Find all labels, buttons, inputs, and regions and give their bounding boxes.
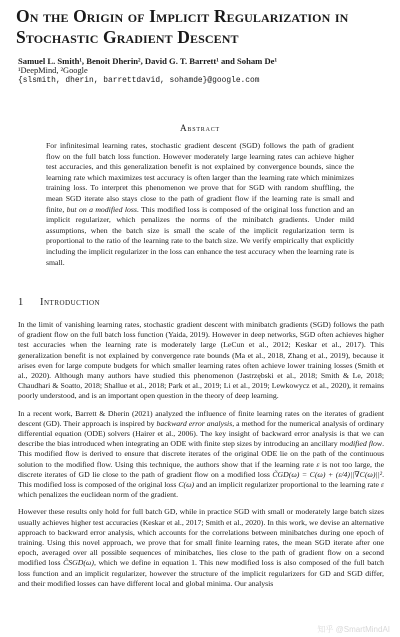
abstract-heading: Abstract [179, 123, 221, 133]
author-emails: {slsmith, dherin, barrettdavid, sohamde}@google.com [18, 76, 260, 85]
p3-text-2: , which we define in equation 1. This new modified loss is also composed of the full batch loss function and an implicit regularizer, however the structure of the implicit regularizers for GD and SGD differ, and their modified losses can have different local and global minima. Our analysis [18, 558, 384, 588]
abstract-text [46, 141, 354, 268]
p2-text-4: is not too large, the discrete iterates of GD lie close to the path of gradient flow on a modified loss [18, 459, 385, 479]
section-heading-introduction [18, 297, 100, 308]
p2-math-4: ε [380, 480, 384, 490]
p2-math-1: ε [316, 459, 320, 469]
introduction-body [18, 320, 384, 596]
author-list: Samuel L. Smith¹, Benoit Dherin², David G. T. Barrett¹ and Soham De¹ [18, 56, 278, 66]
abstract-emphasis: but on a modified loss [66, 204, 137, 214]
p2-text-6: and an implicit regularizer proportional to the learning rate [194, 480, 381, 490]
p2-text-2: , a method for the numerical analysis of ordinary differential equation (ODE) solvers (Hairer et al., 2006). The key insight of backward error analysis is that we can describe the bias introduced when integrating an ODE with finite step sizes by introducing an ancillary [18, 418, 384, 449]
p2-math-3: C(ω) [178, 480, 195, 490]
p2-emphasis-1: backward error analysis [156, 418, 233, 428]
intro-paragraph-2 [18, 409, 384, 501]
p3-text-1: However these results only hold for full batch GD, while in practice SGD with small or moderately large batch sizes usually achieves higher test accuracies (Keskar et al., 2017; Smith et al., 2020). In this work, we devise an alternative approach to backward error analysis, which accounts for the correlations between minibatches during one epoch of training. Using this novel approach, we prove that for small finite learning rates, the mean SGD iterate after one epoch, averaged over all possible sequences of minibatches, lies close to the path of gradient flow on a second modified loss [18, 507, 384, 568]
p3-math-1: C̃SGD(ω) [63, 558, 94, 568]
p2-emphasis-2: modified flow [339, 439, 383, 449]
p2-text-5: . This modified loss is composed of the original loss [18, 469, 385, 490]
p2-text-1: In a recent work, Barrett & Dherin (2021) analyzed the influence of finite learning rates on the iterates of gradient descent (GD). Their approach is inspired by [18, 408, 384, 428]
paper-title: On the Origin of Implicit Regularization in Stochastic Gradient Descent [16, 6, 349, 47]
intro-paragraph-1: In the limit of vanishing learning rates, stochastic gradient descent with minibatch gradients (SGD) follows the path of gradient flow on the full batch loss function (Yaida, 2019). However in deep networks, SGD often achieves higher test accuracies when the learning rate is moderately large (LeCun et al., 2012; Keskar et al., 2017). This generalization benefit is not explained by convergence rate bounds (Ma et al., 2018, Zhang et al., 2019), because it arises even for large compute budgets for which smaller learning rates often achieve lower training losses (Smith et al., 2020). Although many authors have studied this phenomenon (Jastrzębski et al., 2018; Smith & Le, 2018; Chaudhari & Soatto, 2018; Shallue et al., 2018; Park et al., 2019; Li et al., 2019; Lewkowycz et al., 2020), it remains poorly understood, and is an important open question in the theory of deep learning. [18, 320, 384, 401]
section-title: Introduction [40, 297, 101, 308]
p2-text-3: . This modified flow is derived to ensure that discrete iterates of the original ODE lie on the path of the continuous solution to the modified flow. Using this technique, the authors show that if the learning rate [18, 439, 384, 469]
abstract-part-2: . This modified loss is composed of the original loss function and an implicit regularizer, which penalizes the norms of the minibatch gradients. Under mild assumptions, when the batch size is small the scale of the implicit regularization term is proportional to the ratio of the learning rate to the batch size. We verify empirically that explicitly including the implicit regularizer in the loss can enhance the test accuracy when the learning rate is small. [46, 204, 354, 267]
p2-text-7: which penalizes the euclidean norm of the gradient. [18, 490, 179, 500]
intro-paragraph-3 [18, 507, 384, 589]
watermark-text: 知乎 @SmartMindAI [317, 625, 390, 634]
affiliations: ¹DeepMind, ²Google [18, 66, 88, 75]
section-number: 1 [18, 297, 24, 308]
p2-math-2: C̃GD(ω) = C(ω) + (ε/4)||∇C(ω)||² [272, 469, 383, 479]
abstract-part-1: For infinitesimal learning rates, stochastic gradient descent (SGD) follows the path of gradient flow on the full batch loss function. However moderately large learning rates can achieve higher test accuracies, and this generalization benefit is not explained by convergence bounds, since the learning rate which maximizes test accuracy is often larger than the learning rate which minimizes training loss. To interpret this phenomenon we prove that for SGD with random shuffling, the mean SGD iterate also stays close to the path of gradient flow if the learning rate is small and finite, [46, 141, 354, 214]
